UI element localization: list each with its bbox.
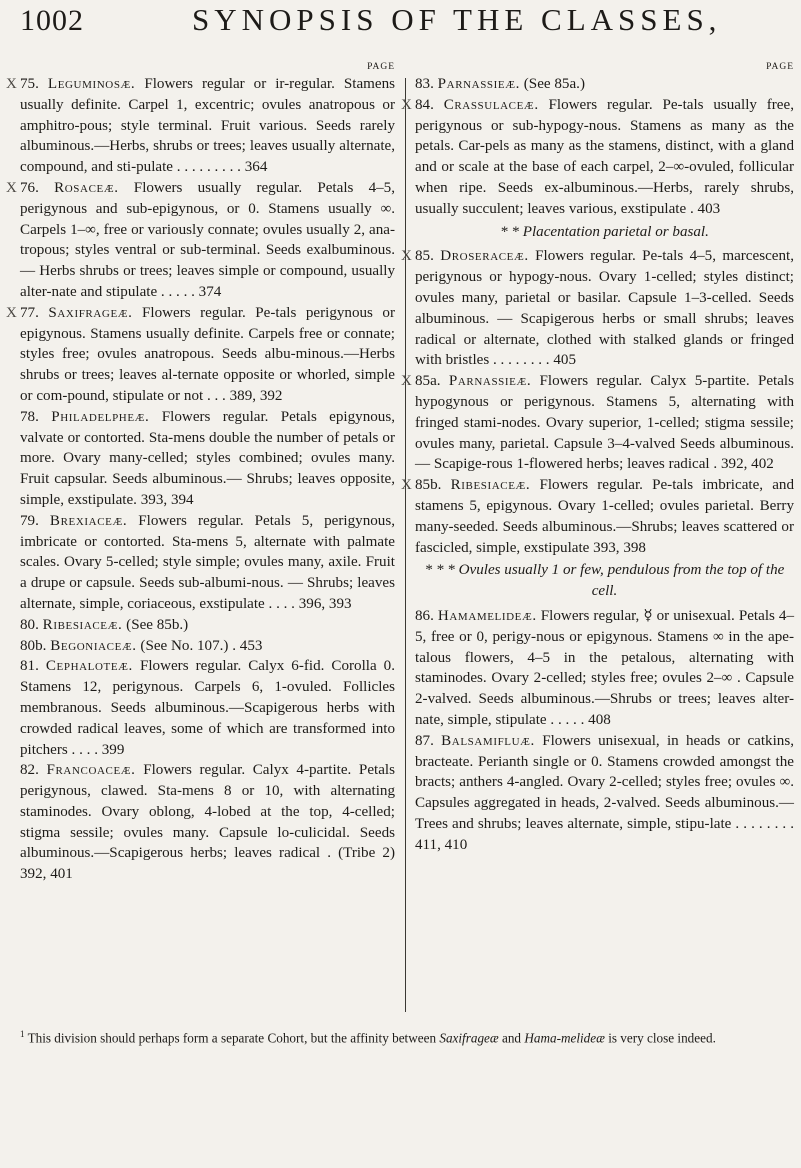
family-entry — [20, 407, 395, 511]
family-entry — [401, 475, 795, 558]
family-entry — [20, 511, 395, 615]
running-title: SYNOPSIS OF THE CLASSES, — [192, 2, 722, 37]
page-reference: 411, 410 — [415, 836, 468, 853]
family-description: (See No. 107.) . — [140, 637, 236, 654]
entry-number: 75. — [20, 76, 39, 92]
family-name: Brexiaceæ. — [49, 512, 128, 529]
page-reference: 393, 394 — [140, 491, 194, 508]
handwritten-check-mark: X — [6, 304, 17, 321]
family-name: Parnassieæ. — [448, 373, 532, 390]
footnote-marker: 1 — [20, 1029, 25, 1039]
footnote-text: This division should perhaps form a separate Cohort, but the affinity between — [27, 1030, 440, 1046]
footnote-taxon: Hama-melideæ — [524, 1030, 605, 1046]
entry-number: 78. — [20, 408, 39, 425]
family-name: Cephaloteæ. — [45, 658, 133, 675]
family-name: Parnassieæ. — [437, 76, 520, 92]
subsection-heading: * * Placentation parietal or basal. — [500, 223, 709, 240]
family-name: Droseraceæ. — [440, 248, 529, 265]
page-number: 1002 — [20, 4, 84, 37]
handwritten-check-mark: X — [401, 373, 412, 390]
family-name: Rosaceæ. — [54, 179, 119, 196]
family-entry — [401, 246, 794, 371]
entry-number: 87. — [415, 732, 434, 749]
family-description: Flowers usually regular. Petals 4–5, perigynous and sub-epigynous, or 0. Stamens usually ∞. Carpels 1–∞, free or variously connate; ovules usually 2, ana-tropous; styles ventral or sub-terminal. Seeds exalbuminous. — Herbs shrubs or trees; leaves simple or compound, usually alter-nate and stipulate . . . . . — [20, 179, 396, 300]
left-entry-list — [6, 74, 396, 885]
family-name: Saxifrageæ. — [48, 304, 133, 321]
page-reference: 364 — [244, 159, 268, 176]
family-name: Leguminosæ. — [47, 76, 136, 92]
page-reference: 389, 392 — [229, 387, 283, 404]
page-reference: 393, 398 — [593, 539, 646, 556]
family-entry — [20, 615, 395, 636]
family-description: Flowers unisexual, in heads or catkins, bracteate. Perianth single or 0. Stamens crowded amongst the bracts; anthers 4-angled. Ovary 2-celled; styles free; ovules ∞. Capsules aggregated in heads, 2-valved. Seeds albuminous.—Trees and shrubs; leaves alternate, simple, stipu-late . . . . . . . . — [415, 732, 794, 832]
family-description: Flowers regular or ir-regular. Stamens usually definite. Carpel 1, excentric; ovules anatropous or amphitro-pous; style terminal. Fruit various. Seeds rarely albuminous.—Herbs, shrubs or trees; leaves usually alternate, compound, and sti-pulate . . . . . . . . . — [20, 76, 395, 176]
entry-number: 83. — [415, 76, 434, 92]
entry-number: 84. — [415, 96, 434, 113]
page-reference: 453 — [239, 637, 263, 654]
family-description: Flowers regular. Calyx 5-partite. Petals hypogynous or perigynous. Stamens 5, alternating with fringed stami-nodes. Ovary superior, 1-celled; stigma sessile; ovules many, parietal. Capsule 3–4-valved Seeds albuminous. — Scapige-rous 1-flowered herbs; leaves radical . — [415, 373, 794, 473]
entry-number: 85a. — [415, 373, 441, 390]
family-description: Flowers regular. Pe-tals 4–5, marcescent, perigynous or hypogy-nous. Ovary 1-celled; styles distinct; ovules many, parietal or basilar. Capsule 1–3-celled. Seeds albuminous. — Scapigerous herbs or small shrubs; leaves radical or alternate, clothed with stalked glands or fringed with bristles . . . . . . . . — [415, 248, 794, 369]
footnote — [20, 1025, 790, 1047]
family-description: Flowers regular. Calyx 4-partite. Petals perigynous, clawed. Sta-mens 8 or 10, with alternating staminodes. Ovary oblong, 4-lobed at the top, 4-celled; stigma sessile; ovules many. Capsule lo-culicidal. Seeds albuminous.—Scapigerous herbs; leaves radical . (Tribe 2) — [20, 762, 395, 862]
family-entry — [6, 303, 395, 407]
handwritten-check-mark: X — [6, 179, 17, 196]
family-entry — [6, 178, 396, 303]
column-divider — [405, 78, 406, 1012]
page-reference: 403 — [697, 200, 721, 217]
page-label: PAGE — [766, 62, 794, 72]
family-entry — [415, 606, 794, 731]
entry-number: 79. — [20, 512, 39, 529]
entry-number: 85. — [415, 248, 434, 265]
family-entry — [20, 656, 395, 760]
handwritten-check-mark: X — [401, 96, 412, 113]
family-entry — [415, 731, 794, 856]
page-reference: 405 — [553, 352, 577, 369]
family-description: Flowers regular. Pe-tals perigynous or epigynous. Stamens usually definite. Carpels free or connate; styles free; ovules anatropous. Seeds albu-minous.—Herbs shrubs or trees; leaves al-ternate opposite or whorled, simple or com-pound, stipulate or not . . . — [20, 304, 395, 404]
family-entry — [415, 74, 794, 95]
handwritten-check-mark: X — [401, 477, 412, 494]
family-entry — [401, 371, 794, 475]
family-entry — [20, 636, 395, 657]
family-description: Flowers regular. Pe-tals imbricate, and stamens 5, epigynous. Ovary 1-celled; ovules parietal. Berry many-seeded. Seeds albuminous.—Shrubs; leaves scattered or fascicled, simple, exstipulate — [415, 477, 795, 556]
family-name: Crassulaceæ. — [443, 96, 539, 113]
entry-number: 80. — [20, 616, 39, 633]
family-name: Francoaceæ. — [46, 762, 136, 779]
footnote-text: is very close indeed. — [604, 1030, 716, 1046]
family-name: Begoniaceæ. — [50, 637, 137, 654]
family-name: Balsamifluæ. — [441, 732, 535, 749]
footnote-text: and — [498, 1030, 525, 1046]
family-entry — [20, 760, 395, 885]
family-name: Ribesiaceæ. — [450, 477, 531, 494]
entry-number: 86. — [415, 607, 434, 624]
family-description: Flowers regular. Petals epigynous, valvate or contorted. Sta-mens double the number of petals or more. Ovary many-celled; styles combined; ovules many. Fruit capsular. Seeds albuminous.— Shrubs; leaves opposite, simple, exstipulate. — [20, 408, 396, 508]
entry-number: 85b. — [415, 477, 442, 494]
family-description: (See 85b.) — [126, 616, 189, 633]
family-name: Philadelpheæ. — [51, 408, 150, 425]
left-column — [6, 60, 396, 885]
family-description: (See 85a.) — [523, 76, 585, 92]
footnote-taxon: Saxifrageæ — [439, 1030, 499, 1046]
entry-number: 81. — [20, 658, 39, 675]
page-reference: 399 — [101, 741, 125, 758]
page-reference: 408 — [588, 711, 611, 728]
family-description: Flowers regular. Calyx 6-fid. Corolla 0. Stamens 12, perigynous. Carpels 6, 1-ovuled. Follicles membranous. Seeds albuminous.—Scapigerous herbs with crowded radical leaves, some of which are transformed into pitchers . . . . — [20, 658, 395, 758]
entry-number: 77. — [20, 304, 39, 321]
entry-number: 76. — [20, 179, 39, 196]
page-reference: 374 — [198, 283, 222, 300]
right-entry-list — [401, 74, 795, 855]
family-name: Hamamelideæ. — [437, 607, 537, 624]
entry-number: 80b. — [20, 637, 47, 654]
page-label: PAGE — [367, 62, 395, 72]
subsection-heading: * * * Ovules usually 1 or few, pendulous from the top of the cell. — [424, 562, 785, 600]
handwritten-check-mark: X — [401, 248, 412, 265]
family-entry — [401, 95, 794, 220]
family-name: Ribesiaceæ. — [42, 616, 123, 633]
family-description: Flowers regular. Petals 5, perigynous, imbricate or contorted. Sta-mens 5, alternate with palmate scales. Ovary 5-celled; style simple; ovules many, axile. Fruit a drupe or capsule. Seeds sub-albumi-nous. — Shrubs; leaves alternate, simple, coriaceous, exstipulate . . . . — [20, 512, 395, 612]
page-reference: 392, 401 — [20, 866, 73, 883]
family-description: Flowers regular. Pe-tals usually free, perigynous or sub-hypogy-nous. Stamens as many as the petals. Car-pels as many as the stamens, distinct, with a gland and or scale at the base of each carpel, 2–∞-ovuled, follicular when ripe. Seeds ex-albuminous.—Herbs, rarely shrubs, usually succulent; leaves various, exstipulate . — [415, 96, 794, 217]
entry-number: 82. — [20, 762, 39, 779]
page-reference: 392, 402 — [720, 456, 774, 473]
family-description: Flowers regular, ☿ or unisexual. Petals 4–5, free or 0, perigy-nous or epigynous. Stamens ∞ in the ape-talous flowers, 4–5 in the petalous, alternating with staminodes. Ovary 2-celled; styles free; ovules 2–∞ . Capsule 2-valved. Seeds albuminous.—Shrubs or trees; leaves alter-nate, simple, stipulate . . . . . — [415, 607, 794, 728]
page-reference: 396, 393 — [298, 595, 352, 612]
family-entry — [6, 74, 395, 178]
right-column — [401, 60, 795, 855]
handwritten-check-mark: X — [6, 76, 17, 92]
